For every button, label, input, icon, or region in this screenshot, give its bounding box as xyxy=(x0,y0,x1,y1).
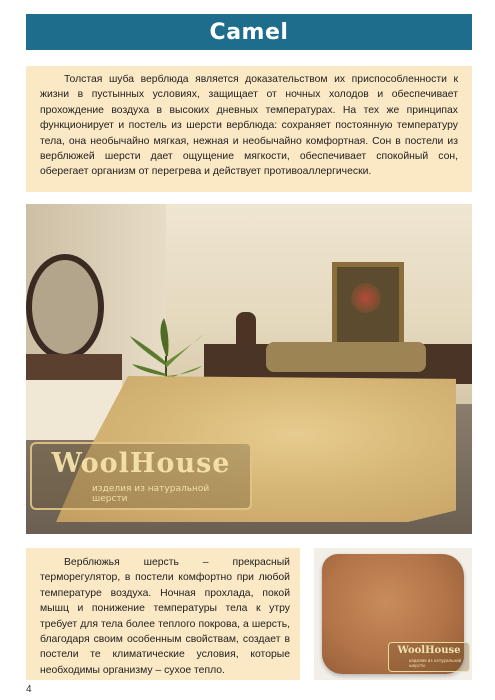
thermo-paragraph: Верблюжья шерсть – прекрасный терморегулятор, в постели комфортно при любой температуре воздуха. Ночная прохлада, покой мышц и понижение температуры тела к утру требует для тела более теплого покрова, а шерсть, благодаря своим особенным свойствам, создает в постели те климатические условия, которые необходимы организму – сухое тепло. xyxy=(40,557,290,676)
painting-image xyxy=(332,262,404,350)
woolhouse-watermark xyxy=(30,442,252,510)
bed-pillows-image xyxy=(266,342,426,372)
clock-image xyxy=(236,312,256,348)
watermark-subtitle: изделия из натуральной шерсти xyxy=(92,484,210,504)
pillow-watermark-title: WoolHouse xyxy=(397,645,461,656)
watermark-title: WoolHouse xyxy=(51,448,231,479)
mirror-image xyxy=(26,254,104,360)
page-title: Camel xyxy=(209,19,289,45)
pillow-watermark-subtitle: изделия из натуральной шерсти xyxy=(409,658,462,668)
pillow-watermark xyxy=(388,642,470,672)
bedroom-photo xyxy=(26,204,472,534)
intro-text-box xyxy=(26,66,472,192)
painting-flowers xyxy=(351,283,381,313)
intro-paragraph: Толстая шуба верблюда является доказательством их приспособленности к жизни в пустынных условиях, защищает от ночных холодов и обеспечивает прохождение воздуха в высоких дневных температурах. На тех же принципах функционирует и постель из шерсти верблюда: сохраняет постоянную температуру тела, она необычайно мягкая, нежная и необычайно комфортная. Сон в постели из верблюжей шерсти дает ощущение мягкости, обеспечивает спокойный сон, оберегает организм от перегрева и действует противоаллергически. xyxy=(40,74,458,178)
header-bar xyxy=(26,14,472,50)
pillow-photo xyxy=(314,548,472,680)
thermo-text-box xyxy=(26,548,300,680)
page-number: 4 xyxy=(26,684,32,695)
